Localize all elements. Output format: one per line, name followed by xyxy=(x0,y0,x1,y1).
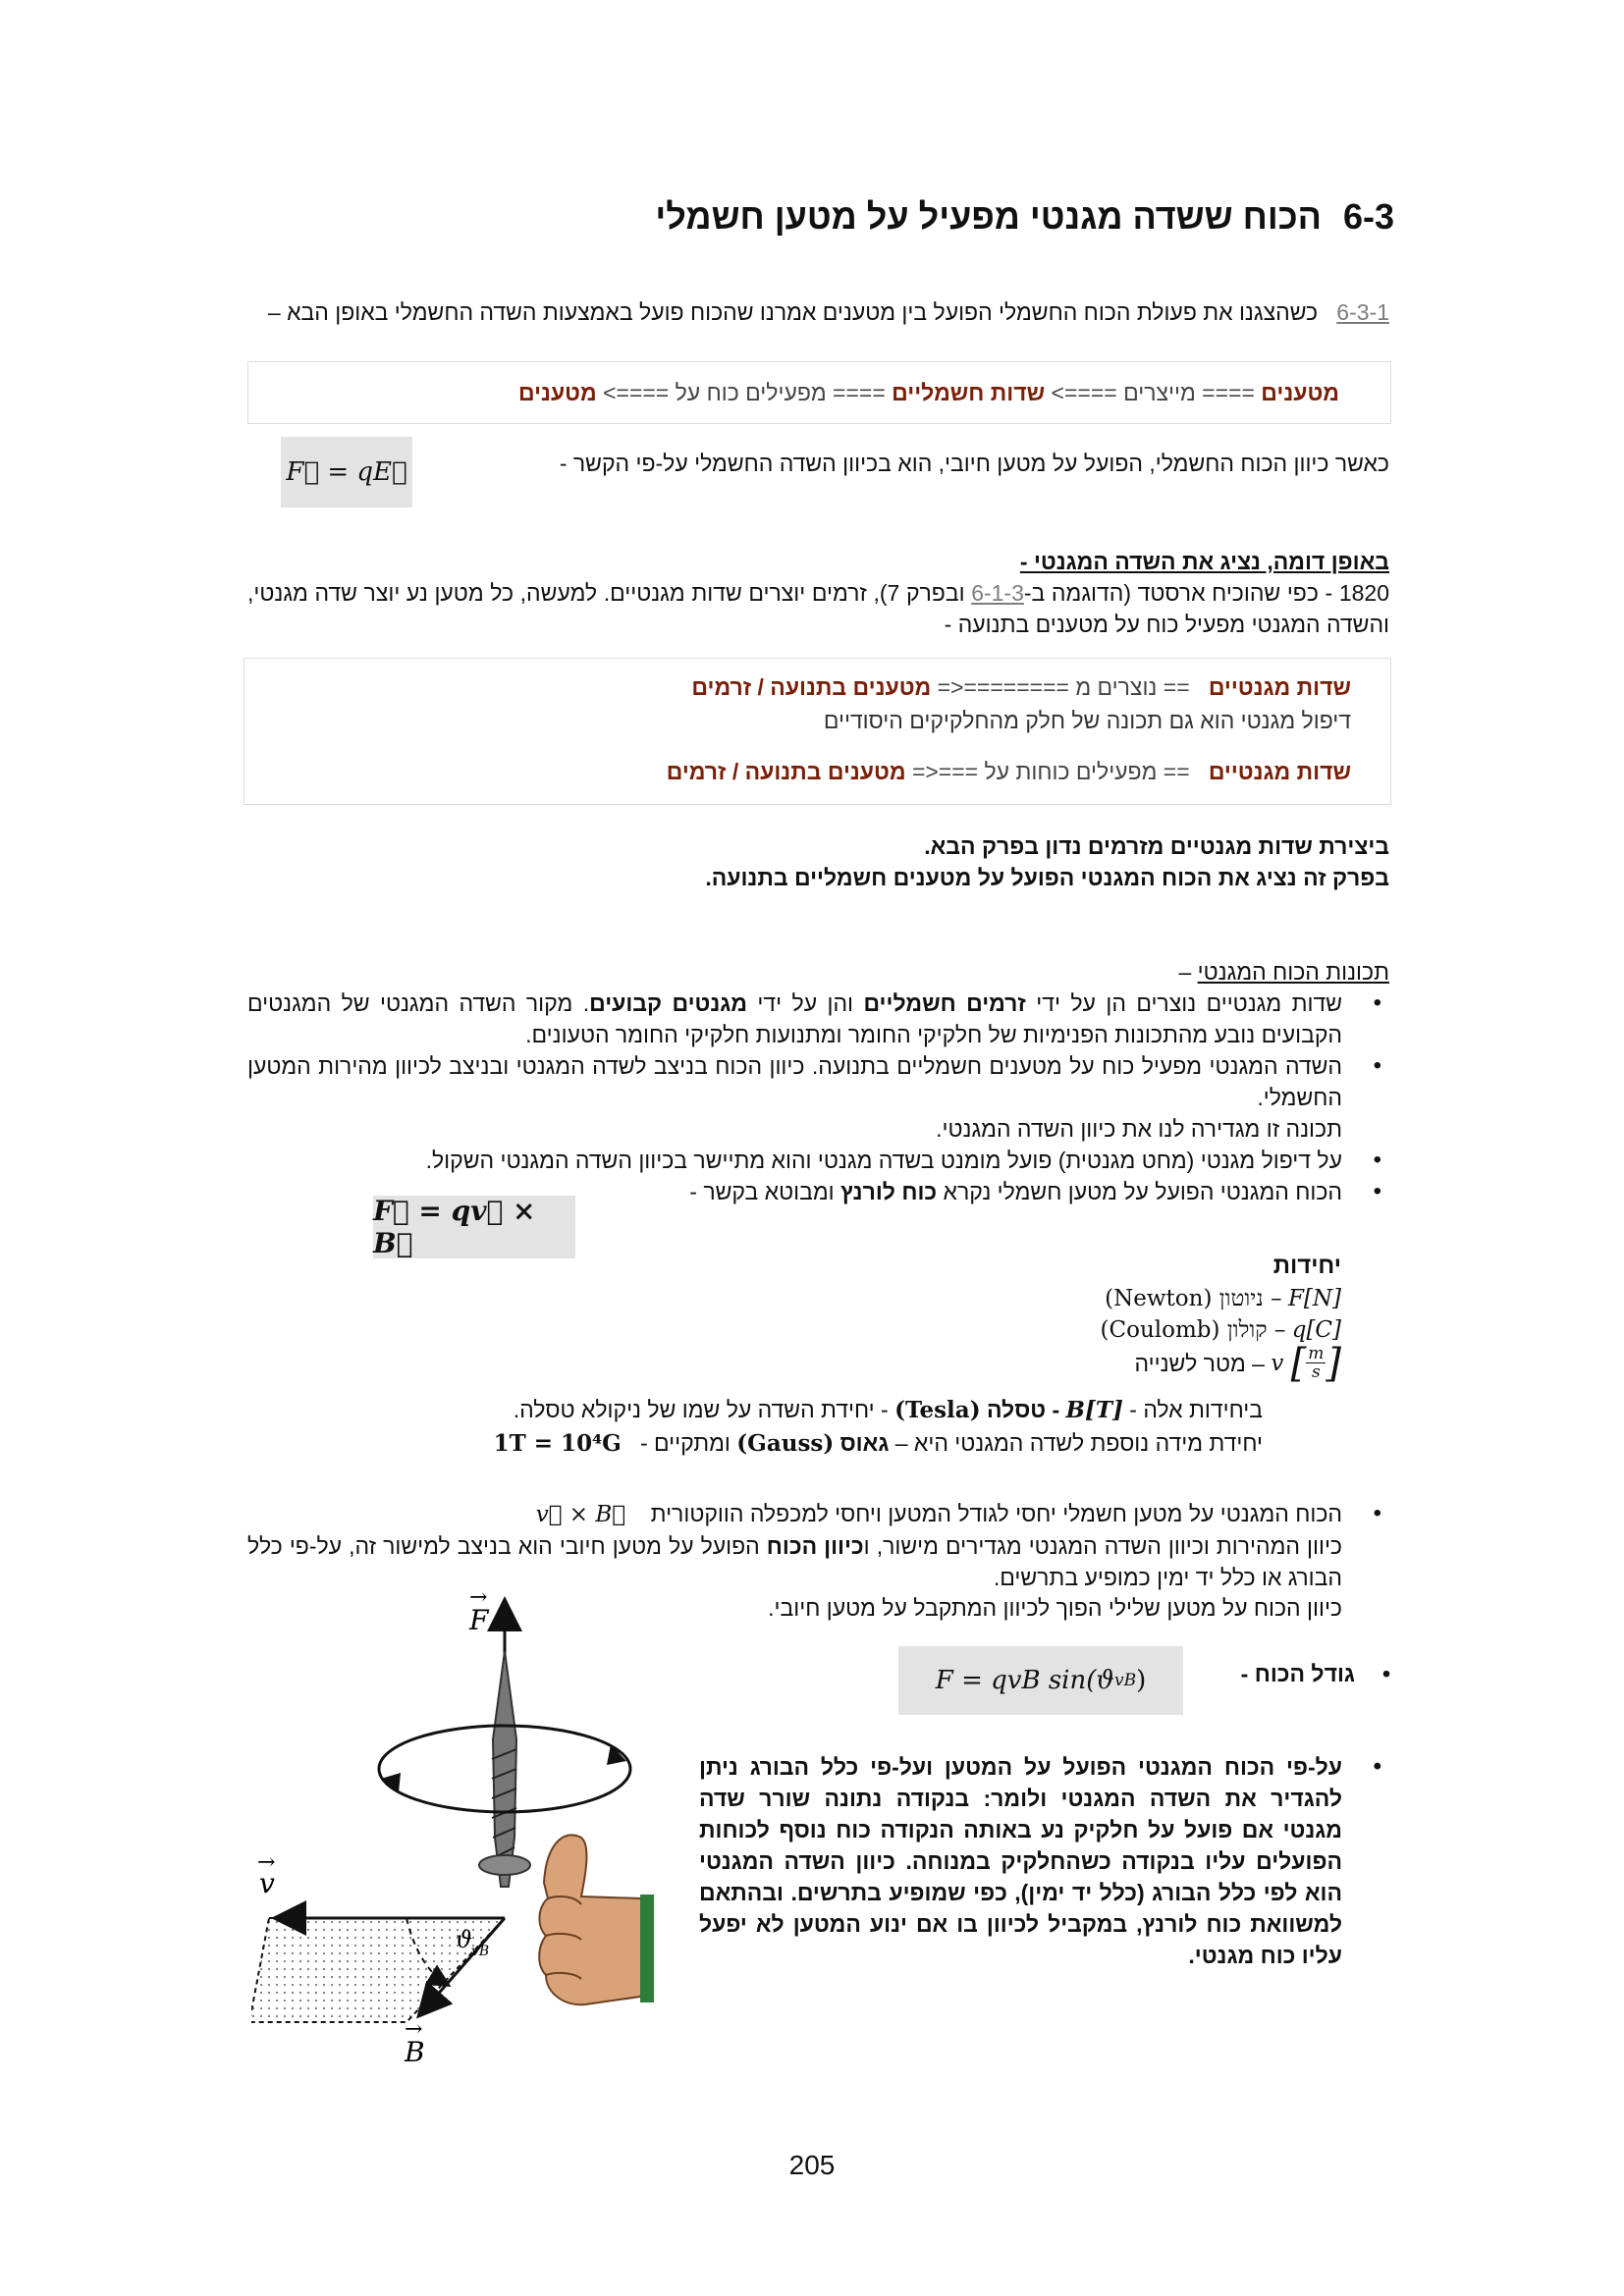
label-theta: ϑ xyxy=(456,1926,473,1953)
svg-text:→: → xyxy=(405,2017,423,2042)
magnitude-formula xyxy=(898,1646,1183,1715)
magnitude-formula-end: ) xyxy=(1136,1666,1147,1695)
page-number: 205 xyxy=(788,2150,836,2180)
unit-gauss xyxy=(494,1427,1263,1460)
chain-magnetic-fields-2: שדות מגנטיים xyxy=(1208,759,1351,784)
unit-force-desc: – ניוטון (Newton) xyxy=(1105,1286,1282,1311)
chain-row-2: דיפול מגנטי הוא גם תכונה של חלק מהחלקיקים היסודיים xyxy=(823,708,1351,733)
b1-mid: והן על ידי xyxy=(746,990,864,1016)
direction-section xyxy=(247,1498,1389,1593)
intro-text: כשהצגנו את פעולת הכוח החשמלי הפועל בין מטענים אמרנו שהכוח פועל באמצעות השדה החשמלי באופן הבא – xyxy=(267,299,1319,325)
chain-row-3 xyxy=(667,759,1351,785)
chain-act-on: ==== מפעילים כוח על ====> xyxy=(603,379,886,405)
direction-item xyxy=(247,1498,1389,1593)
chain-magnetic-fields-1: שדות מגנטיים xyxy=(1208,674,1351,700)
direction-p2-post: הפועל על מטען חיובי הוא בניצב למישור זה, על-פי כלל הבורג או כלל יד ימין כמופיע בתרשים. xyxy=(247,1533,1342,1590)
magnitude-formula-main: F = qvB sin(ϑ xyxy=(935,1666,1114,1695)
b2-note: תכונה זו מגדירה לנו את כיוון השדה המגנטי. xyxy=(936,1116,1342,1142)
definition-item xyxy=(699,1751,1389,1971)
direction-p2-pre: כיוון המהירות וכיוון השדה המגנטי מגדירים מישור, ו xyxy=(863,1533,1342,1559)
direction-p2-bold: כיוון הכוח xyxy=(766,1533,864,1559)
cross-product-vector: v⃗ × B⃗ xyxy=(535,1502,626,1527)
b1-bold-currents: זרמים חשמליים xyxy=(863,990,1026,1016)
label-force: F xyxy=(469,1604,489,1636)
unit-velocity-desc: – מטר לשנייה xyxy=(1134,1350,1265,1376)
tesla-name: טסלה xyxy=(986,1397,1047,1422)
unit-velocity-letter: v xyxy=(1271,1350,1284,1376)
magnetic-chain-box xyxy=(244,658,1391,805)
magnetic-heading: באופן דומה, נציג את השדה המגנטי - xyxy=(1019,549,1389,574)
chain-charges-1: מטענים xyxy=(1261,379,1339,405)
ref-link-6-3-1[interactable]: 6-3-1 xyxy=(1336,299,1389,325)
electric-chain-box xyxy=(247,361,1391,424)
section-number: 6-3 xyxy=(1342,196,1394,237)
svg-text:→: → xyxy=(257,1850,276,1875)
chain-electric-fields: שדות חשמליים xyxy=(892,379,1046,405)
chain-created-from: == נוצרים מ ========<= xyxy=(937,674,1190,700)
chain-row-1 xyxy=(691,674,1351,701)
unit-force-symbol: F[N] xyxy=(1287,1286,1341,1311)
b1-bold-magnets: מגנטים קבועים xyxy=(589,990,747,1016)
direction-p1: הכוח המגנטי על מטען חשמלי יחסי לגודל המטען ויחסי למכפלה הווקטורית xyxy=(650,1501,1342,1526)
sleeve xyxy=(640,1895,654,2002)
oersted-paragraph xyxy=(247,577,1389,640)
tesla-post: - יחידת השדה על שמו של ניקולא טסלה. xyxy=(513,1397,895,1422)
chain-produce: ==== מייצרים ====> xyxy=(1051,379,1255,405)
electric-force-text: כאשר כיוון הכוח החשמלי, הפועל על מטען חיובי, הוא בכיוון השדה החשמלי על-פי הקשר - xyxy=(559,451,1389,476)
right-hand-rule-figure xyxy=(251,1582,654,2069)
properties-heading-text: תכונות הכוח המגנטי xyxy=(1197,959,1389,985)
oersted-text-after: ובפרק 7), זרמים יוצרים שדות מגנטיים. למעשה, כל מטען נע יוצר שדה מגנטי, והשדה המגנטי מפעיל כוח על מטענים בתנועה - xyxy=(247,580,1389,637)
tesla-latin: (Tesla) xyxy=(894,1397,981,1423)
b1-post: . מקור השדה המגנטי של המגנטים הקבועים נובע מהתכונות הפנימיות של חלקיקי החומר ומתנועות חלקיקי החומר הטעונים. xyxy=(247,990,1342,1047)
svg-text:→: → xyxy=(469,1585,488,1610)
chain-moving-charges-2: מטענים בתנועה / זרמים xyxy=(666,759,906,784)
gauss-latin: (Gauss) xyxy=(736,1430,835,1457)
lorentz-formula: F⃗ = qv⃗ × B⃗ xyxy=(373,1196,575,1258)
magnitude-formula-sub: vB xyxy=(1113,1671,1137,1690)
b4-post: ומבוטא בקשר - xyxy=(689,1179,841,1204)
label-field: B xyxy=(405,2036,425,2068)
summary-line-1: ביצירת שדות מגנטיים מזרמים נדון בפרק הבא. xyxy=(924,833,1389,859)
oersted-text-before: 1820 - כפי שהוכיח ארסטד (הדוגמה ב- xyxy=(1023,580,1389,606)
property-item-sources xyxy=(247,988,1389,1050)
tesla-dash: - xyxy=(1046,1397,1066,1422)
b1-pre: שדות מגנטיים נוצרים הן על ידי xyxy=(1025,990,1342,1016)
magnitude-dash: - xyxy=(1240,1661,1255,1686)
unit-charge-desc: – קולון (Coulomb) xyxy=(1100,1317,1286,1343)
b4-bold-lorentz: כוח לורנץ xyxy=(840,1179,938,1204)
unit-force xyxy=(1105,1282,1341,1314)
section-title xyxy=(245,196,1394,238)
unit-velocity-symbol: v [ $\frac{m}{s}$ ] xyxy=(1271,1340,1341,1386)
b3-text: על דיפול מגנטי (מחט מגנטית) פועל מומנט בשדה מגנטי והוא מתיישר בכיוון השדה המגנטי השקול. xyxy=(425,1148,1342,1173)
unit-velocity-num: m xyxy=(1308,1344,1325,1363)
unit-tesla xyxy=(514,1394,1263,1426)
gauss-pre: יחידת מידה נוספת לשדה המגנטי היא – xyxy=(889,1430,1263,1456)
magnitude-label-row: •גודל הכוח - xyxy=(1240,1661,1390,1686)
hand xyxy=(539,1835,654,2004)
tesla-pre: ביחידות אלה - xyxy=(1129,1397,1263,1422)
chain-exert-forces: == מפעילים כוחות על ===<= xyxy=(911,759,1190,784)
units-heading: יחידות xyxy=(1272,1253,1341,1279)
electric-force-formula: F⃗ = qE⃗ xyxy=(281,437,412,507)
definition-section xyxy=(699,1751,1389,1971)
intro-paragraph xyxy=(247,296,1389,328)
unit-charge-symbol: q[C] xyxy=(1291,1317,1341,1343)
label-theta-sub: vB xyxy=(471,1944,490,1959)
ref-link-6-1-3[interactable]: 6-1-3 xyxy=(971,580,1024,606)
gauss-relation: 1T = 10⁴G xyxy=(493,1430,622,1457)
chain-charges-2: מטענים xyxy=(517,379,597,405)
screw-rule-diagram xyxy=(251,1582,654,2069)
definition-text: על-פי הכוח המגנטי הפועל על המטען ועל-פי כלל הבורג ניתן להגדיר את השדה המגנטי ולומר: בנקודה נתונה שורר שדה מגנטי אם פועל על חלקיק נע באותה הנקודה כוח נוסף לכוחות הפועלים עליו בנקודה כשהחלקיק במנוחה. כיוון השדה המגנטי הוא לפי כלל הבורג (כלל יד ימין), כפי שמופיע בתרשים. ובהתאם למשוואת כוח לורנץ, במקביל לכיוון בו אם ינוע המטען לא יפעל עליו כוח מגנטי. xyxy=(699,1754,1342,1968)
direction-negative: כיוון הכוח על מטען שלילי הפוך לכיוון המתקבל על מטען חיובי. xyxy=(768,1595,1342,1621)
unit-velocity xyxy=(1134,1340,1342,1386)
b2-text: השדה המגנטי מפעיל כוח על מטענים חשמליים בתנועה. כיוון הכוח בניצב לשדה המגנטי ובניצב לכיוון מהירות המטען החשמלי. xyxy=(247,1053,1342,1110)
unit-velocity-den: s xyxy=(1311,1362,1321,1382)
properties-heading xyxy=(247,956,1389,988)
magnitude-label: גודל הכוח xyxy=(1254,1661,1355,1686)
chain-moving-charges-1: מטענים בתנועה / זרמים xyxy=(691,674,932,700)
gauss-mid: ומתקיים - xyxy=(639,1430,737,1456)
properties-heading-dash: – xyxy=(1178,959,1198,985)
section-title-text: הכוח ששדה מגנטי מפעיל על מטען חשמלי xyxy=(655,196,1322,237)
tesla-symbol: B[T] xyxy=(1065,1397,1123,1423)
property-item-force xyxy=(247,1050,1389,1145)
summary-line-2: בפרק זה נציג את הכוח המגנטי הפועל על מטענים חשמליים בתנועה. xyxy=(705,865,1389,890)
gauss-name: גאוס xyxy=(839,1430,890,1456)
property-item-dipole xyxy=(247,1145,1389,1176)
properties-list xyxy=(247,988,1389,1207)
b4-pre: הכוח המגנטי הפועל על מטען חשמלי נקרא xyxy=(937,1179,1342,1204)
screw-head xyxy=(479,1855,530,1875)
label-velocity: v xyxy=(259,1867,275,1899)
